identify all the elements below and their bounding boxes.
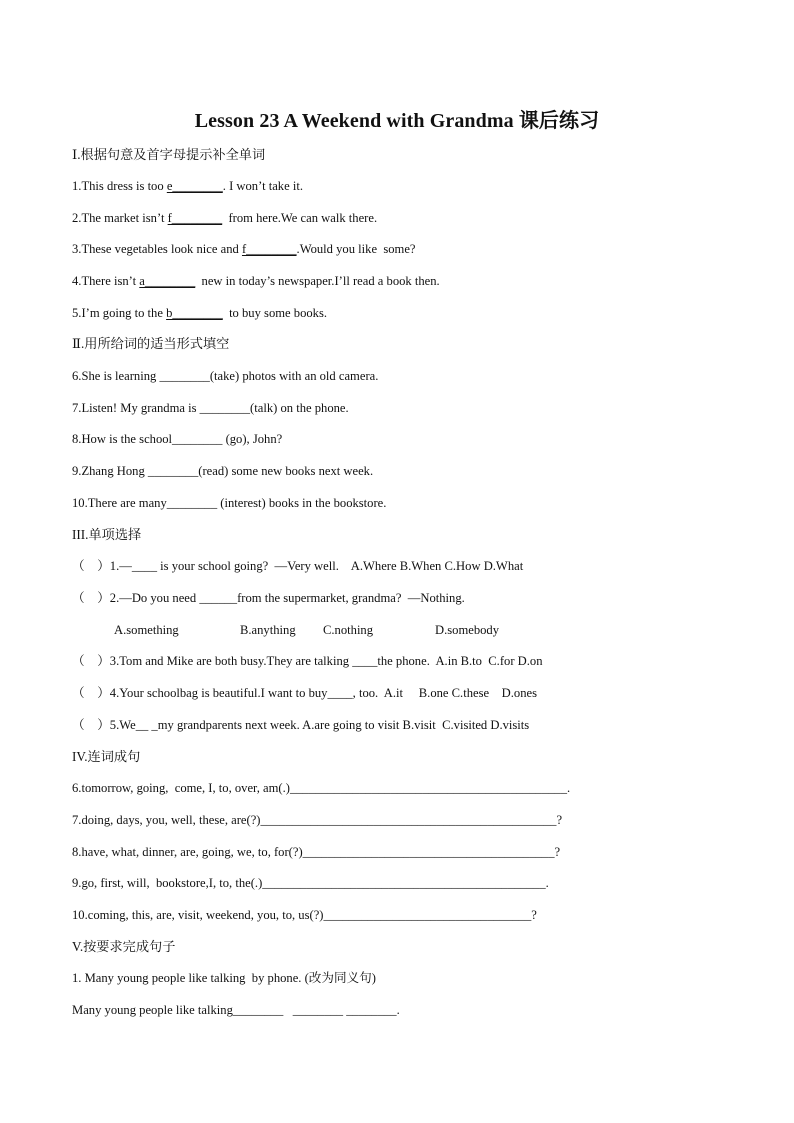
blank[interactable]: f________ [241,242,297,256]
question-1-1: 1.This dress is too e________. I won’t take it. [72,179,303,193]
section-5-heading: V.按要求完成句子 [72,939,176,954]
choice-question-2: （ ）2.—Do you need ______from the supermarket, grandma? —Nothing. [72,591,465,605]
choice-question-2-option-b: B.anything [240,623,296,637]
section-4-heading: IV.连词成句 [72,749,141,764]
blank[interactable]: a________ [139,274,196,288]
sentence-order-9: 9.go, first, will, bookstore,I, to, the(.)_____________________________________________. [72,876,549,890]
question-1-3: 3.These vegetables look nice and f________.Would you like some? [72,242,416,256]
choice-question-2-option-a: A.something [114,623,179,637]
choice-question-2-option-d: D.somebody [435,623,500,637]
rewrite-answer-1: Many young people like talking________ ________ ________. [72,1003,400,1017]
question-1-5: 5.I’m going to the b________ to buy some books. [72,306,328,320]
choice-question-3: （ ）3.Tom and Mike are both busy.They are talking ____the phone. A.in B.to C.for D.on [72,654,543,668]
question-1-2: 2.The market isn’t f________ from here.We can walk there. [72,211,378,225]
choice-question-5: （ ）5.We__ _my grandparents next week. A.are going to visit B.visit C.visited D.visits [72,718,530,732]
question-2-9: 9.Zhang Hong ________(read) some new books next week. [72,464,374,478]
rewrite-question-1: 1. Many young people like talking by phone. (改为同义句) [72,971,376,985]
blank[interactable]: e________ [166,179,223,193]
blank[interactable]: f________ [167,211,223,225]
section-2-heading: Ⅱ.用所给词的适当形式填空 [72,336,230,351]
sentence-order-10: 10.coming, this, are, visit, weekend, you, to, us(?)_________________________________? [72,908,537,922]
section-1-heading: Ⅰ.根据句意及首字母提示补全单词 [72,147,266,162]
page-title: Lesson 23 A Weekend with Grandma 课后练习 [194,110,600,132]
choice-question-2-option-c: C.nothing [323,623,374,637]
sentence-order-6: 6.tomorrow, going, come, I, to, over, am(.)____________________________________________. [72,781,571,795]
question-2-7: 7.Listen! My grandma is ________(talk) on the phone. [72,401,349,415]
question-1-4: 4.There isn’t a________ new in today’s newspaper.I’ll read a book then. [72,274,440,288]
sentence-order-7: 7.doing, days, you, well, these, are(?)_______________________________________________? [72,813,563,827]
question-2-8: 8.How is the school________ (go), John? [72,432,283,446]
blank[interactable]: b________ [166,306,223,320]
sentence-order-8: 8.have, what, dinner, are, going, we, to, for(?)________________________________________? [72,845,561,859]
question-2-10: 10.There are many________ (interest) books in the bookstore. [72,496,387,510]
section-3-heading: III.单项选择 [72,527,142,542]
question-2-6: 6.She is learning ________(take) photos with an old camera. [72,369,379,383]
choice-question-1: （ ）1.—____ is your school going? —Very well. A.Where B.When C.How D.What [72,559,524,573]
choice-question-4: （ ）4.Your schoolbag is beautiful.I want to buy____, too. A.it B.one C.these D.ones [72,686,538,700]
